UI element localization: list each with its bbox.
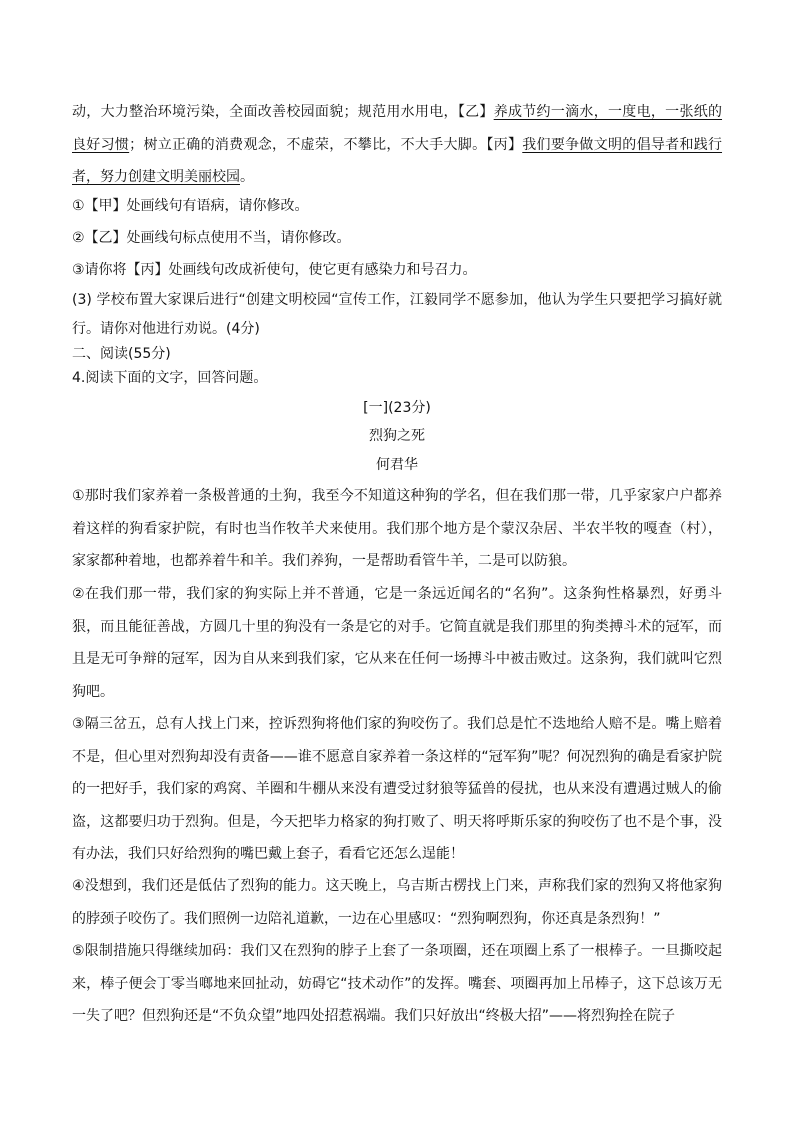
q3-context-paragraph — [72, 96, 722, 194]
mark-bing: 【丙】 — [486, 136, 523, 153]
passage-paragraph-1: ①那时我们家养着一条极普通的土狗，我至今不知道这种狗的学名，但在我们那一带，几乎家家户户都养着这样的狗看家护院，有时也当作牧羊犬来使用。我们那个地方是个蒙汉杂居、半农半牧的嘎查（村），家家都种着地，也都养着牛和羊。我们养狗，一是帮助看管牛羊，二是可以防狼。 — [72, 488, 722, 569]
context-text: ；树立正确的消费观念，不虚荣，不攀比，不大手大脚。 — [129, 136, 487, 153]
underlined-sentence-bing: 我们要争做文明的倡导者和践行者，努力创建文明美丽校园 — [72, 136, 723, 185]
passage-part-label: [一](23分) — [363, 400, 431, 416]
passage-paragraph-4: ④没想到，我们还是低估了烈狗的能力。这天晚上，乌吉斯古楞找上门来，声称我们家的烈狗又将他家狗的脖颈子咬伤了。我们照例一边陪礼道歉，一边在心里感叹：“烈狗啊烈狗，你还真是条烈狗！” — [72, 878, 722, 927]
subquestion-3: ③请你将【丙】处画线句改成祈使句，使它更有感染力和号召力。 — [72, 262, 477, 278]
passage-author: 何君华 — [376, 457, 418, 473]
passage-title: 烈狗之死 — [369, 428, 425, 444]
passage-paragraph-2: ②在我们那一带，我们家的狗实际上并不普通，它是一条远近闻名的“名狗”。这条狗性格暴烈，好勇斗狠，而且能征善战，方圆几十里的狗没有一条是它的对手。它简直就是我们那里的狗类搏斗术的冠军，而且是无可争辩的冠军，因为自从来到我们家，它从来在任何一场搏斗中被击败过。这条狗，我们就叫它烈狗吧。 — [72, 586, 722, 700]
subquestion-2: ②【乙】处画线句标点使用不当，请你修改。 — [72, 230, 351, 246]
question-4-prompt: 4.阅读下面的文字，回答问题。 — [72, 370, 268, 386]
context-text: 动，大力整治环境污染，全面改善校园面貌；规范用水用电， — [72, 104, 458, 120]
underlined-sentence-yi: 养成节约一滴水，一度电，一张纸的良好习惯 — [72, 104, 723, 153]
subquestion-1: ①【甲】处画线句有语病，请你修改。 — [72, 198, 309, 214]
context-text: 。 — [240, 169, 254, 185]
passage-paragraph-5: ⑤限制措施只得继续加码：我们又在烈狗的脖子上套了一条项圈，还在项圈上系了一根棒子。一旦撕咬起来，棒子便会丁零当啷地来回扯动，妨碍它“技术动作”的发挥。嘴套、项圈再加上吊棒子，这下总该万无一失了吧？但烈狗还是“不负众望”地四处招惹祸端。我们只好放出“终极大招”——将烈狗拴在院子 — [72, 943, 722, 1024]
mark-yi: 【乙】 — [457, 104, 494, 120]
question-3-part-3: (3) 学校布置大家课后进行“创建文明校园“宣传工作，江毅同学不愿参加，他认为学生只要把学习搞好就行。请你对他进行劝说。(4分) — [72, 292, 722, 337]
section-title: 二、阅读(55分) — [72, 346, 171, 362]
passage-paragraph-3: ③隔三岔五，总有人找上门来，控诉烈狗将他们家的狗咬伤了。我们总是忙不迭地给人赔不是。嘴上赔着不是，但心里对烈狗却没有责备——谁不愿意自家养着一条这样的“冠军狗”呢？何况烈狗的确是看家护院的一把好手，我们家的鸡窝、羊圈和牛棚从来没有遭受过豺狼等猛兽的侵扰，也从来没有遭遇过贼人的偷盗，这都要归功于烈狗。但是，今天把毕力格家的狗打败了、明天将呼斯乐家的狗咬伤了也不是个事，没有办法，我们只好给烈狗的嘴巴戴上套子，看看它还怎么逞能！ — [72, 716, 722, 862]
